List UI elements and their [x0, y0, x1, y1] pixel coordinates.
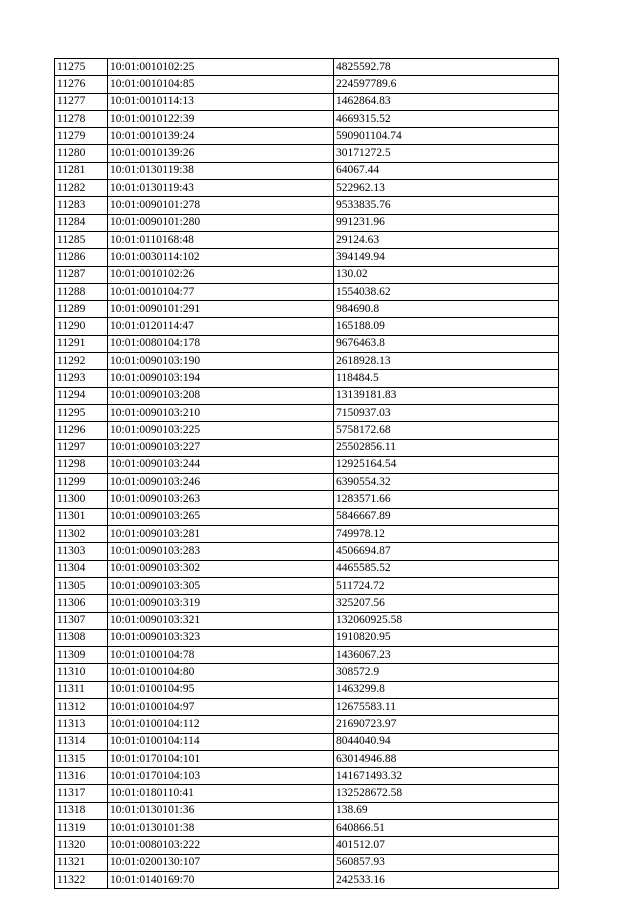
- value-cell: 21690723.97: [334, 716, 559, 733]
- table-row: [55, 110, 559, 127]
- table-row: [55, 456, 559, 473]
- value-cell: 1436067.23: [334, 647, 559, 664]
- cadastral-number-cell: 10:01:0140169:70: [108, 871, 334, 888]
- row-number-cell: 11316: [55, 768, 108, 785]
- row-number-cell: 11281: [55, 162, 108, 179]
- value-cell: 64067.44: [334, 162, 559, 179]
- row-number-cell: 11304: [55, 560, 108, 577]
- value-cell: 12925164.54: [334, 456, 559, 473]
- value-cell: 325207.56: [334, 595, 559, 612]
- row-number-cell: 11307: [55, 612, 108, 629]
- value-cell: 12675583.11: [334, 698, 559, 715]
- cadastral-number-cell: 10:01:0180110:41: [108, 785, 334, 802]
- cadastral-number-cell: 10:01:0090103:302: [108, 560, 334, 577]
- table-row: [55, 560, 559, 577]
- cadastral-number-cell: 10:01:0130101:38: [108, 820, 334, 837]
- table-row: [55, 301, 559, 318]
- table-row: [55, 474, 559, 491]
- value-cell: 7150937.03: [334, 404, 559, 421]
- row-number-cell: 11291: [55, 335, 108, 352]
- cadastral-number-cell: 10:01:0090103:194: [108, 370, 334, 387]
- value-cell: 511724.72: [334, 577, 559, 594]
- row-number-cell: 11321: [55, 854, 108, 871]
- cadastral-number-cell: 10:01:0090103:321: [108, 612, 334, 629]
- row-number-cell: 11301: [55, 508, 108, 525]
- value-cell: 165188.09: [334, 318, 559, 335]
- table-row: [55, 422, 559, 439]
- row-number-cell: 11308: [55, 629, 108, 646]
- row-number-cell: 11312: [55, 698, 108, 715]
- row-number-cell: 11315: [55, 750, 108, 767]
- value-cell: 224597789.6: [334, 76, 559, 93]
- cadastral-number-cell: 10:01:0010122:39: [108, 110, 334, 127]
- table-row: [55, 249, 559, 266]
- table-row: [55, 629, 559, 646]
- value-cell: 138.69: [334, 802, 559, 819]
- value-cell: 1463299.8: [334, 681, 559, 698]
- row-number-cell: 11314: [55, 733, 108, 750]
- cadastral-number-cell: 10:01:0010114:13: [108, 93, 334, 110]
- table-row: [55, 162, 559, 179]
- table-row: [55, 197, 559, 214]
- cadastral-number-cell: 10:01:0090103:227: [108, 439, 334, 456]
- value-cell: 401512.07: [334, 837, 559, 854]
- value-cell: 30171272.5: [334, 145, 559, 162]
- cadastral-number-cell: 10:01:0100104:114: [108, 733, 334, 750]
- cadastral-number-cell: 10:01:0200130:107: [108, 854, 334, 871]
- table-row: [55, 854, 559, 871]
- row-number-cell: 11287: [55, 266, 108, 283]
- cadastral-number-cell: 10:01:0100104:97: [108, 698, 334, 715]
- cadastral-number-cell: 10:01:0090103:281: [108, 526, 334, 543]
- row-number-cell: 11288: [55, 283, 108, 300]
- table-row: [55, 128, 559, 145]
- table-row: [55, 768, 559, 785]
- table-row: [55, 59, 559, 76]
- table-row: [55, 785, 559, 802]
- value-cell: 308572.9: [334, 664, 559, 681]
- value-cell: 749978.12: [334, 526, 559, 543]
- value-cell: 4669315.52: [334, 110, 559, 127]
- cadastral-number-cell: 10:01:0120114:47: [108, 318, 334, 335]
- value-cell: 25502856.11: [334, 439, 559, 456]
- row-number-cell: 11284: [55, 214, 108, 231]
- cadastral-number-cell: 10:01:0170104:101: [108, 750, 334, 767]
- row-number-cell: 11313: [55, 716, 108, 733]
- value-cell: 560857.93: [334, 854, 559, 871]
- value-cell: 132528672.58: [334, 785, 559, 802]
- table-row: [55, 439, 559, 456]
- value-cell: 5758172.68: [334, 422, 559, 439]
- row-number-cell: 11280: [55, 145, 108, 162]
- cadastral-number-cell: 10:01:0110168:48: [108, 231, 334, 248]
- value-cell: 2618928.13: [334, 353, 559, 370]
- value-cell: 5846667.89: [334, 508, 559, 525]
- value-cell: 1462864.83: [334, 93, 559, 110]
- value-cell: 118484.5: [334, 370, 559, 387]
- table-row: [55, 266, 559, 283]
- cadastral-number-cell: 10:01:0100104:112: [108, 716, 334, 733]
- table-row: [55, 681, 559, 698]
- row-number-cell: 11285: [55, 231, 108, 248]
- row-number-cell: 11305: [55, 577, 108, 594]
- row-number-cell: 11306: [55, 595, 108, 612]
- table-row: [55, 820, 559, 837]
- cadastral-number-cell: 10:01:0090103:283: [108, 543, 334, 560]
- table-row: [55, 526, 559, 543]
- cadastral-number-cell: 10:01:0090103:246: [108, 474, 334, 491]
- value-cell: 991231.96: [334, 214, 559, 231]
- value-cell: 130.02: [334, 266, 559, 283]
- row-number-cell: 11295: [55, 404, 108, 421]
- table-row: [55, 543, 559, 560]
- table-body: [55, 59, 559, 889]
- table-row: [55, 231, 559, 248]
- row-number-cell: 11276: [55, 76, 108, 93]
- row-number-cell: 11309: [55, 647, 108, 664]
- value-cell: 984690.8: [334, 301, 559, 318]
- row-number-cell: 11278: [55, 110, 108, 127]
- value-cell: 4465585.52: [334, 560, 559, 577]
- data-table: [54, 58, 559, 889]
- value-cell: 1910820.95: [334, 629, 559, 646]
- cadastral-number-cell: 10:01:0080104:178: [108, 335, 334, 352]
- table-row: [55, 577, 559, 594]
- table-row: [55, 508, 559, 525]
- row-number-cell: 11303: [55, 543, 108, 560]
- cadastral-number-cell: 10:01:0010104:85: [108, 76, 334, 93]
- table-row: [55, 491, 559, 508]
- cadastral-number-cell: 10:01:0090103:190: [108, 353, 334, 370]
- row-number-cell: 11300: [55, 491, 108, 508]
- cadastral-number-cell: 10:01:0170104:103: [108, 768, 334, 785]
- value-cell: 242533.16: [334, 871, 559, 888]
- row-number-cell: 11299: [55, 474, 108, 491]
- cadastral-number-cell: 10:01:0090101:280: [108, 214, 334, 231]
- table-row: [55, 837, 559, 854]
- value-cell: 141671493.32: [334, 768, 559, 785]
- row-number-cell: 11297: [55, 439, 108, 456]
- table-row: [55, 647, 559, 664]
- cadastral-number-cell: 10:01:0090103:263: [108, 491, 334, 508]
- cadastral-number-cell: 10:01:0100104:80: [108, 664, 334, 681]
- row-number-cell: 11317: [55, 785, 108, 802]
- cadastral-number-cell: 10:01:0100104:78: [108, 647, 334, 664]
- table-row: [55, 335, 559, 352]
- value-cell: 1283571.66: [334, 491, 559, 508]
- value-cell: 63014946.88: [334, 750, 559, 767]
- table-row: [55, 283, 559, 300]
- cadastral-number-cell: 10:01:0130101:36: [108, 802, 334, 819]
- row-number-cell: 11282: [55, 180, 108, 197]
- value-cell: 640866.51: [334, 820, 559, 837]
- table-row: [55, 76, 559, 93]
- cadastral-number-cell: 10:01:0090103:323: [108, 629, 334, 646]
- value-cell: 13139181.83: [334, 387, 559, 404]
- cadastral-number-cell: 10:01:0090103:208: [108, 387, 334, 404]
- table-row: [55, 370, 559, 387]
- cadastral-number-cell: 10:01:0080103:222: [108, 837, 334, 854]
- table-row: [55, 93, 559, 110]
- value-cell: 590901104.74: [334, 128, 559, 145]
- table-row: [55, 214, 559, 231]
- row-number-cell: 11322: [55, 871, 108, 888]
- cadastral-number-cell: 10:01:0010139:24: [108, 128, 334, 145]
- table-row: [55, 698, 559, 715]
- row-number-cell: 11319: [55, 820, 108, 837]
- row-number-cell: 11302: [55, 526, 108, 543]
- row-number-cell: 11296: [55, 422, 108, 439]
- row-number-cell: 11290: [55, 318, 108, 335]
- row-number-cell: 11320: [55, 837, 108, 854]
- value-cell: 9676463.8: [334, 335, 559, 352]
- cadastral-number-cell: 10:01:0090101:291: [108, 301, 334, 318]
- table-row: [55, 318, 559, 335]
- table-row: [55, 750, 559, 767]
- cadastral-number-cell: 10:01:0090103:225: [108, 422, 334, 439]
- cadastral-number-cell: 10:01:0010102:26: [108, 266, 334, 283]
- value-cell: 29124.63: [334, 231, 559, 248]
- row-number-cell: 11277: [55, 93, 108, 110]
- cadastral-number-cell: 10:01:0090103:210: [108, 404, 334, 421]
- value-cell: 1554038.62: [334, 283, 559, 300]
- table-row: [55, 387, 559, 404]
- row-number-cell: 11293: [55, 370, 108, 387]
- value-cell: 522962.13: [334, 180, 559, 197]
- cadastral-number-cell: 10:01:0090103:265: [108, 508, 334, 525]
- cadastral-number-cell: 10:01:0130119:38: [108, 162, 334, 179]
- table-row: [55, 664, 559, 681]
- table-row: [55, 595, 559, 612]
- cadastral-number-cell: 10:01:0010104:77: [108, 283, 334, 300]
- cadastral-number-cell: 10:01:0090103:319: [108, 595, 334, 612]
- row-number-cell: 11286: [55, 249, 108, 266]
- cadastral-number-cell: 10:01:0090103:244: [108, 456, 334, 473]
- cadastral-number-cell: 10:01:0100104:95: [108, 681, 334, 698]
- row-number-cell: 11289: [55, 301, 108, 318]
- value-cell: 6390554.32: [334, 474, 559, 491]
- table-row: [55, 353, 559, 370]
- cadastral-number-cell: 10:01:0090103:305: [108, 577, 334, 594]
- row-number-cell: 11310: [55, 664, 108, 681]
- row-number-cell: 11298: [55, 456, 108, 473]
- row-number-cell: 11311: [55, 681, 108, 698]
- row-number-cell: 11279: [55, 128, 108, 145]
- cadastral-number-cell: 10:01:0030114:102: [108, 249, 334, 266]
- table-row: [55, 733, 559, 750]
- row-number-cell: 11292: [55, 353, 108, 370]
- row-number-cell: 11318: [55, 802, 108, 819]
- row-number-cell: 11275: [55, 59, 108, 76]
- value-cell: 132060925.58: [334, 612, 559, 629]
- table-row: [55, 145, 559, 162]
- row-number-cell: 11283: [55, 197, 108, 214]
- table-row: [55, 871, 559, 888]
- table-row: [55, 404, 559, 421]
- table-row: [55, 612, 559, 629]
- cadastral-number-cell: 10:01:0130119:43: [108, 180, 334, 197]
- table-row: [55, 180, 559, 197]
- value-cell: 9533835.76: [334, 197, 559, 214]
- row-number-cell: 11294: [55, 387, 108, 404]
- value-cell: 4825592.78: [334, 59, 559, 76]
- cadastral-number-cell: 10:01:0090101:278: [108, 197, 334, 214]
- table-row: [55, 716, 559, 733]
- value-cell: 4506694.87: [334, 543, 559, 560]
- value-cell: 8044040.94: [334, 733, 559, 750]
- cadastral-number-cell: 10:01:0010139:26: [108, 145, 334, 162]
- cadastral-number-cell: 10:01:0010102:25: [108, 59, 334, 76]
- value-cell: 394149.94: [334, 249, 559, 266]
- table-row: [55, 802, 559, 819]
